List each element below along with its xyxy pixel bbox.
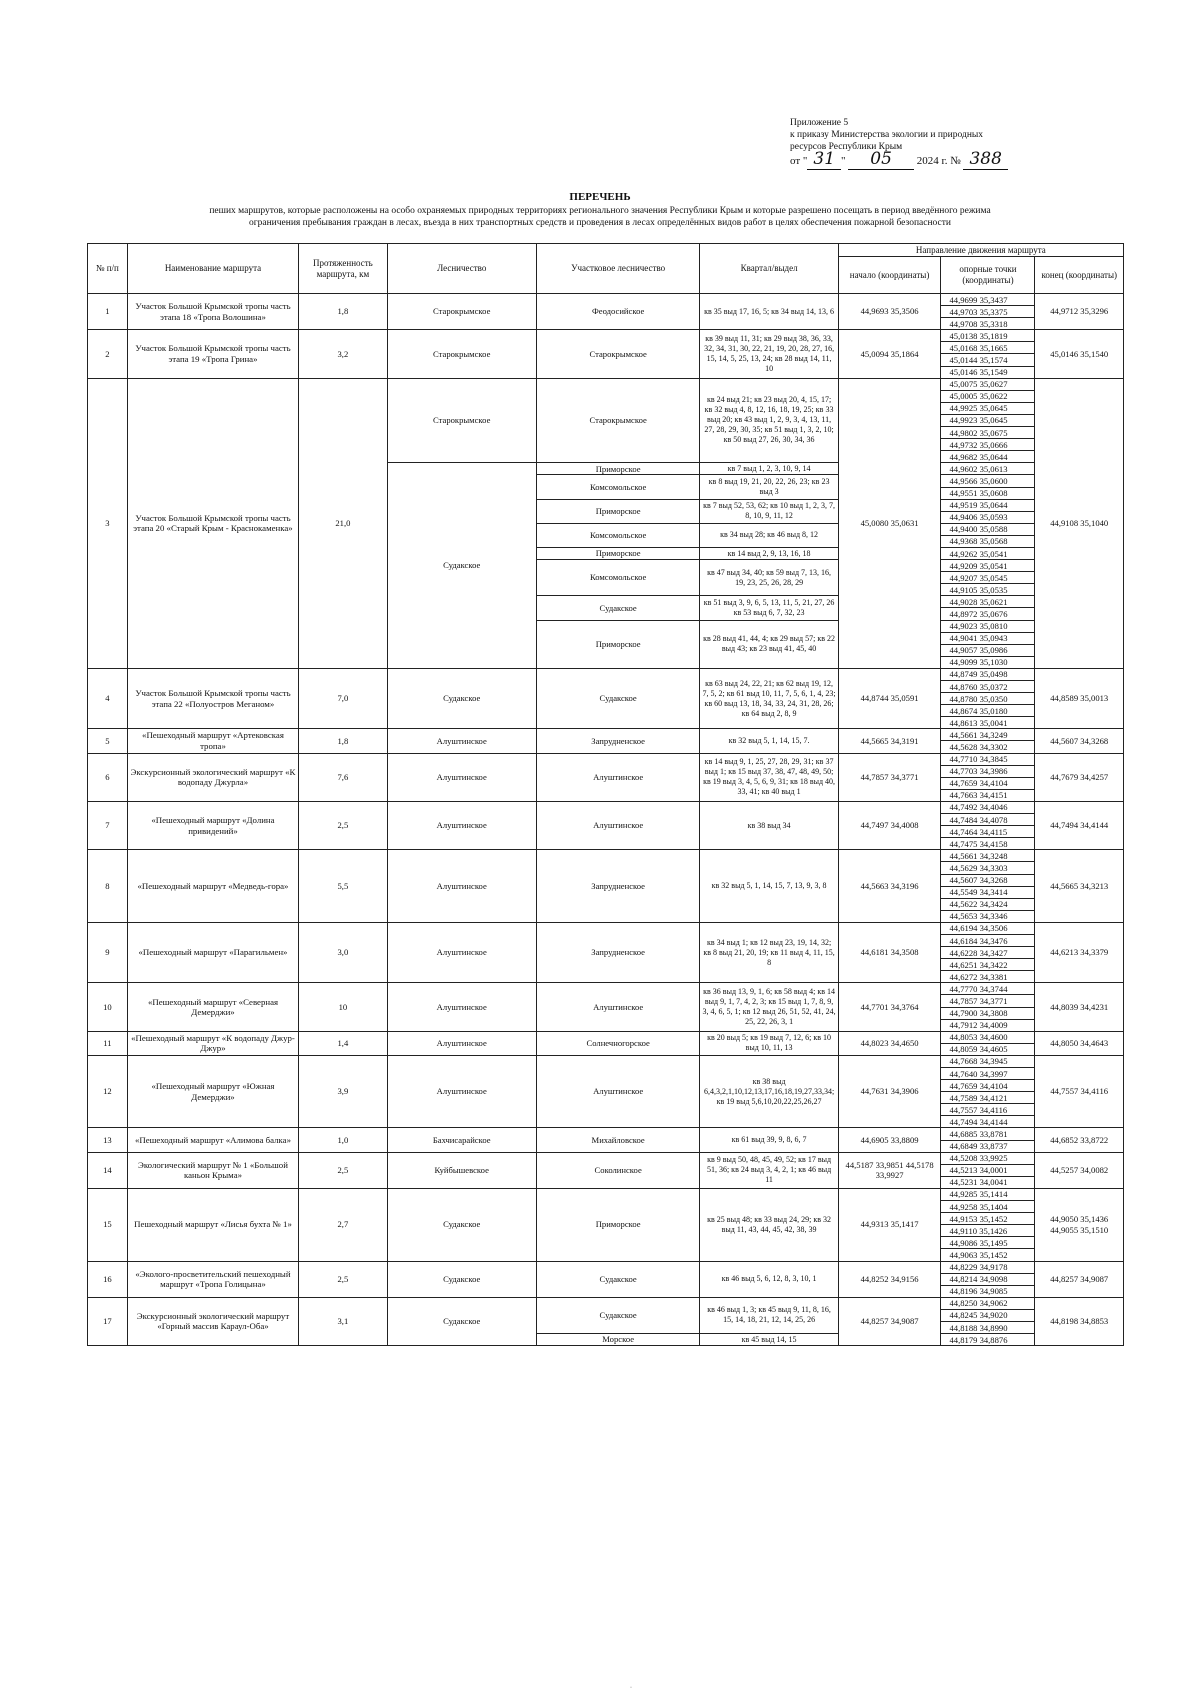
district-cell: Судакское	[536, 596, 700, 620]
forestry-cell: Старокрымское	[387, 330, 536, 378]
quarter-cell: кв 9 выд 50, 48, 45, 49, 52; кв 17 выд 51, 36; кв 24 выд 3, 4, 2, 1; кв 46 выд 11	[700, 1152, 838, 1188]
quarter-cell: кв 14 выд 9, 1, 25, 27, 28, 29, 31; кв 37 выд 1; кв 15 выд 37, 38, 47, 48, 49, 50; кв 19 выд 3, 4, 5, 6, 9, 31; кв 18 выд 40, 33, 41; кв 40 выд 1	[700, 753, 838, 801]
quarter-cell: кв 36 выд 13, 9, 1, 6; кв 58 выд 4; кв 14 выд 9, 1, 7, 4, 2, 3; кв 15 выд 1, 7, 8, 9, 3, 4, 6, 5, 1; кв 12 выд 26, 51, 52, 41, 24, 25, 22, 26, 3, 1	[700, 983, 838, 1031]
waypoint-coordinates: 44,9602 35,0613	[941, 463, 1035, 475]
start-coordinates: 44,6905 33,8809	[838, 1128, 941, 1152]
district-cell: Алуштинское	[536, 1055, 700, 1128]
end-coordinates: 44,8039 34,4231	[1035, 983, 1124, 1031]
route-number: 12	[88, 1055, 128, 1128]
quarter-cell: кв 28 выд 41, 44, 4; кв 29 выд 57; кв 22 выд 43; кв 23 выд 41, 45, 40	[700, 620, 838, 668]
waypoint-coordinates: 44,6251 34,3422	[941, 959, 1035, 971]
quarter-cell: кв 32 выд 5, 1, 14, 15, 7.	[700, 729, 838, 753]
waypoint-coordinates: 44,9923 35,0645	[941, 414, 1035, 426]
district-cell: Судакское	[536, 1261, 700, 1297]
route-number: 13	[88, 1128, 128, 1152]
quarter-cell: кв 35 выд 17, 16, 5; кв 34 выд 14, 13, 6	[700, 294, 838, 330]
district-cell: Судакское	[536, 668, 700, 728]
waypoint-coordinates: 44,7589 34,4121	[941, 1092, 1035, 1104]
route-name: Участок Большой Крымской тропы часть этапа 18 «Тропа Волошина»	[127, 294, 298, 330]
waypoint-coordinates: 44,9057 35,0986	[941, 644, 1035, 656]
route-length: 1,8	[299, 294, 387, 330]
quarter-cell: кв 38 выд 6,4,3,2,1,10,12,13,17,16,18,19,27,33,34; кв 19 выд 5,6,10,20,22,25,26,27	[700, 1055, 838, 1128]
start-coordinates: 44,5187 33,9851 44,5178 33,9927	[838, 1152, 941, 1188]
quarter-cell: кв 34 выд 28; кв 46 выд 8, 12	[700, 523, 838, 547]
waypoint-coordinates: 44,8250 34,9062	[941, 1297, 1035, 1309]
table-row	[88, 1261, 1124, 1273]
col-name: Наименование маршрута	[127, 244, 298, 294]
waypoint-coordinates: 45,0075 35,0627	[941, 378, 1035, 390]
district-cell: Запрудненское	[536, 729, 700, 753]
route-length: 2,7	[299, 1188, 387, 1261]
waypoint-coordinates: 44,8179 34,8876	[941, 1334, 1035, 1346]
waypoint-coordinates: 44,7475 34,4158	[941, 838, 1035, 850]
waypoint-coordinates: 45,0168 35,1665	[941, 342, 1035, 354]
route-number: 1	[88, 294, 128, 330]
route-name: «Эколого-просветительский пешеходный маршрут «Тропа Голицына»	[127, 1261, 298, 1297]
route-number: 8	[88, 850, 128, 923]
table-row	[88, 1152, 1124, 1164]
col-direction: Направление движения маршрута	[838, 244, 1123, 257]
forestry-cell: Алуштинское	[387, 1031, 536, 1055]
date-prefix: от "	[790, 155, 808, 167]
date-year: 2024 г. №	[916, 155, 961, 167]
date-quote: "	[841, 155, 846, 167]
subtitle-line: ограничения пребывания граждан в лесах, въезда в них транспортных средств и проведения в лесах определённых видов работ в целях обеспечения пожарной безопасности	[248, 218, 952, 228]
route-name: «Пешеходный маршрут «Алимова балка»	[127, 1128, 298, 1152]
quarter-cell: кв 25 выд 48; кв 33 выд 24, 29; кв 32 выд 11, 43, 44, 45, 42, 38, 39	[700, 1188, 838, 1261]
waypoint-coordinates: 44,8760 35,0372	[941, 681, 1035, 693]
waypoint-coordinates: 44,7703 34,3986	[941, 765, 1035, 777]
route-name: Экскурсионный экологический маршрут «К водопаду Джурла»	[127, 753, 298, 801]
waypoint-coordinates: 44,7710 34,3845	[941, 753, 1035, 765]
district-cell: Приморское	[536, 1188, 700, 1261]
quarter-cell: кв 51 выд 3, 9, 6, 5, 13, 11, 5, 21, 27, 26 кв 53 выд 6, 7, 32, 23	[700, 596, 838, 620]
route-length: 5,5	[299, 850, 387, 923]
route-number: 2	[88, 330, 128, 378]
waypoint-coordinates: 44,8245 34,9020	[941, 1309, 1035, 1321]
district-cell: Приморское	[536, 547, 700, 559]
route-number: 10	[88, 983, 128, 1031]
forestry-cell: Куйбышевское	[387, 1152, 536, 1188]
district-cell: Приморское	[536, 499, 700, 523]
order-date-line	[790, 149, 1008, 169]
route-name: «Пешеходный маршрут «Долина привидений»	[127, 801, 298, 849]
route-number: 7	[88, 801, 128, 849]
waypoint-coordinates: 44,9028 35,0621	[941, 596, 1035, 608]
waypoint-coordinates: 44,9153 35,1452	[941, 1213, 1035, 1225]
route-number: 15	[88, 1188, 128, 1261]
start-coordinates: 44,6181 34,3508	[838, 922, 941, 982]
route-name: Экологический маршрут № 1 «Большой каньон Крыма»	[127, 1152, 298, 1188]
route-name: «Пешеходный маршрут «Артековская тропа»	[127, 729, 298, 753]
start-coordinates: 44,7497 34,4008	[838, 801, 941, 849]
waypoint-coordinates: 44,9566 35,0600	[941, 475, 1035, 487]
forestry-cell: Бахчисарайское	[387, 1128, 536, 1152]
start-coordinates: 44,7631 34,3906	[838, 1055, 941, 1128]
waypoint-coordinates: 44,9406 35,0593	[941, 511, 1035, 523]
table-row	[88, 729, 1124, 741]
waypoint-coordinates: 44,9207 35,0545	[941, 572, 1035, 584]
waypoint-coordinates: 44,9041 35,0943	[941, 632, 1035, 644]
waypoint-coordinates: 44,9262 35,0541	[941, 547, 1035, 559]
waypoint-coordinates: 44,5607 34,3268	[941, 874, 1035, 886]
start-coordinates: 44,5663 34,3196	[838, 850, 941, 923]
district-cell: Комсомольское	[536, 560, 700, 596]
route-number: 11	[88, 1031, 128, 1055]
col-end: конец (координаты)	[1035, 257, 1124, 294]
waypoint-coordinates: 44,9105 35,0535	[941, 584, 1035, 596]
district-cell: Запрудненское	[536, 850, 700, 923]
quarter-cell: кв 32 выд 5, 1, 14, 15, 7, 13, 9, 3, 8	[700, 850, 838, 923]
quarter-cell: кв 61 выд 39, 9, 8, 6, 7	[700, 1128, 838, 1152]
waypoint-coordinates: 44,6184 34,3476	[941, 934, 1035, 946]
waypoint-coordinates: 44,8214 34,9098	[941, 1273, 1035, 1285]
waypoint-coordinates: 44,7900 34,3808	[941, 1007, 1035, 1019]
waypoint-coordinates: 44,7770 34,3744	[941, 983, 1035, 995]
waypoint-coordinates: 44,8674 35,0180	[941, 705, 1035, 717]
district-cell: Приморское	[536, 620, 700, 668]
start-coordinates: 44,8744 35,0591	[838, 668, 941, 728]
waypoint-coordinates: 44,7464 34,4115	[941, 826, 1035, 838]
waypoint-coordinates: 44,5661 34,3248	[941, 850, 1035, 862]
waypoint-coordinates: 44,8613 35,0041	[941, 717, 1035, 729]
table-row	[88, 330, 1124, 342]
forestry-cell: Судакское	[387, 1261, 536, 1297]
waypoint-coordinates: 44,8196 34,9085	[941, 1285, 1035, 1297]
waypoint-coordinates: 44,7659 34,4104	[941, 777, 1035, 789]
table-row	[88, 850, 1124, 862]
end-coordinates: 44,6213 34,3379	[1035, 922, 1124, 982]
waypoint-coordinates: 44,8059 34,4605	[941, 1043, 1035, 1055]
route-number: 6	[88, 753, 128, 801]
district-cell: Морское	[536, 1334, 700, 1346]
annex-block	[790, 117, 1008, 167]
quarter-cell: кв 14 выд 2, 9, 13, 16, 18	[700, 547, 838, 559]
route-length: 1,4	[299, 1031, 387, 1055]
table-row	[88, 668, 1124, 680]
district-cell: Михайловское	[536, 1128, 700, 1152]
route-number: 3	[88, 378, 128, 668]
waypoint-coordinates: 44,8972 35,0676	[941, 608, 1035, 620]
waypoint-coordinates: 44,5231 34,0041	[941, 1176, 1035, 1188]
route-number: 4	[88, 668, 128, 728]
quarter-cell: кв 38 выд 34	[700, 801, 838, 849]
waypoint-coordinates: 44,9519 35,0644	[941, 499, 1035, 511]
table-row	[88, 378, 1124, 390]
waypoint-coordinates: 44,6272 34,3381	[941, 971, 1035, 983]
waypoint-coordinates: 44,9925 35,0645	[941, 402, 1035, 414]
waypoint-coordinates: 44,6228 34,3427	[941, 947, 1035, 959]
table-row	[88, 1297, 1124, 1309]
waypoint-coordinates: 44,9023 35,0810	[941, 620, 1035, 632]
route-length: 7,0	[299, 668, 387, 728]
route-length: 7,6	[299, 753, 387, 801]
start-coordinates: 45,0080 35,0631	[838, 378, 941, 668]
waypoint-coordinates: 44,7659 34,4104	[941, 1080, 1035, 1092]
route-number: 17	[88, 1297, 128, 1345]
waypoint-coordinates: 45,0146 35,1549	[941, 366, 1035, 378]
district-cell: Судакское	[536, 1297, 700, 1333]
waypoint-coordinates: 45,0144 35,1574	[941, 354, 1035, 366]
end-coordinates: 44,9712 35,3296	[1035, 294, 1124, 330]
start-coordinates: 44,5665 34,3191	[838, 729, 941, 753]
waypoint-coordinates: 44,5629 34,3303	[941, 862, 1035, 874]
waypoint-coordinates: 44,9400 35,0588	[941, 523, 1035, 535]
end-coordinates: 44,6852 33,8722	[1035, 1128, 1124, 1152]
waypoint-coordinates: 44,5622 34,3424	[941, 898, 1035, 910]
end-coordinates: 44,8257 34,9087	[1035, 1261, 1124, 1297]
district-cell: Алуштинское	[536, 983, 700, 1031]
col-start: начало (координаты)	[838, 257, 941, 294]
end-coordinates: 44,7557 34,4116	[1035, 1055, 1124, 1128]
table-row	[88, 983, 1124, 995]
waypoint-coordinates: 44,7492 34,4046	[941, 801, 1035, 813]
quarter-cell: кв 46 выд 1, 3; кв 45 выд 9, 11, 8, 16, 15, 14, 18, 21, 12, 14, 25, 26	[700, 1297, 838, 1333]
page-subtitle	[90, 205, 1110, 229]
col-num: № п/п	[88, 244, 128, 294]
quarter-cell: кв 45 выд 14, 15	[700, 1334, 838, 1346]
waypoint-coordinates: 44,5628 34,3302	[941, 741, 1035, 753]
quarter-cell: кв 46 выд 5, 6, 12, 8, 3, 10, 1	[700, 1261, 838, 1297]
route-length: 2,5	[299, 1152, 387, 1188]
forestry-cell: Судакское	[387, 1297, 536, 1345]
waypoint-coordinates: 44,6194 34,3506	[941, 922, 1035, 934]
start-coordinates: 44,8252 34,9156	[838, 1261, 941, 1297]
col-district: Участковое лесничество	[536, 244, 700, 294]
waypoint-coordinates: 45,0005 35,0622	[941, 390, 1035, 402]
routes-table	[87, 243, 1124, 1346]
quarter-cell: кв 7 выд 52, 53, 62; кв 10 выд 1, 2, 3, 7, 8, 10, 9, 11, 12	[700, 499, 838, 523]
end-coordinates: 44,8589 35,0013	[1035, 668, 1124, 728]
waypoint-coordinates: 44,9258 35,1404	[941, 1201, 1035, 1213]
route-length: 3,2	[299, 330, 387, 378]
quarter-cell: кв 47 выд 34, 40; кв 59 выд 7, 13, 16, 19, 23, 25, 26, 28, 29	[700, 560, 838, 596]
waypoint-coordinates: 44,8780 35,0350	[941, 693, 1035, 705]
route-length: 3,0	[299, 922, 387, 982]
waypoint-coordinates: 44,5208 33,9925	[941, 1152, 1035, 1164]
subtitle-line: пеших маршрутов, которые расположены на особо охраняемых природных территориях регионального значения Республики Крым и которые разрешено посещать в период введённого режима	[209, 206, 991, 216]
waypoint-coordinates: 44,6849 33,8737	[941, 1140, 1035, 1152]
district-cell: Соколинское	[536, 1152, 700, 1188]
start-coordinates: 45,0094 35,1864	[838, 330, 941, 378]
table-row	[88, 1055, 1124, 1067]
route-name: Участок Большой Крымской тропы часть этапа 20 «Старый Крым - Краснокаменка»	[127, 378, 298, 668]
waypoint-coordinates: 44,9285 35,1414	[941, 1188, 1035, 1200]
district-cell: Запрудненское	[536, 922, 700, 982]
waypoint-coordinates: 44,9802 35,0675	[941, 427, 1035, 439]
page-title: ПЕРЕЧЕНЬ	[569, 191, 631, 203]
waypoint-coordinates: 44,5213 34,0001	[941, 1164, 1035, 1176]
waypoint-coordinates: 44,9682 35,0644	[941, 451, 1035, 463]
start-coordinates: 44,8023 34,4650	[838, 1031, 941, 1055]
quarter-cell: кв 7 выд 1, 2, 3, 10, 9, 14	[700, 463, 838, 475]
page-mark: ·	[630, 1685, 632, 1691]
quarter-cell: кв 8 выд 19, 21, 20, 22, 26, 23; кв 23 выд 3	[700, 475, 838, 499]
forestry-cell: Старокрымское	[387, 294, 536, 330]
waypoint-coordinates: 44,9110 35,1426	[941, 1225, 1035, 1237]
district-cell: Солнечногорское	[536, 1031, 700, 1055]
route-name: «Пешеходный маршрут «Парагильмен»	[127, 922, 298, 982]
waypoint-coordinates: 44,9703 35,3375	[941, 306, 1035, 318]
district-cell: Комсомольское	[536, 523, 700, 547]
district-cell: Старокрымское	[536, 330, 700, 378]
order-number: 388	[963, 149, 1007, 170]
waypoint-coordinates: 44,8749 35,0498	[941, 668, 1035, 680]
waypoint-coordinates: 44,5653 34,3346	[941, 910, 1035, 922]
routes-body	[88, 294, 1124, 1346]
route-length: 3,9	[299, 1055, 387, 1128]
end-coordinates: 45,0146 35,1540	[1035, 330, 1124, 378]
district-cell: Приморское	[536, 463, 700, 475]
waypoint-coordinates: 44,7494 34,4144	[941, 1116, 1035, 1128]
district-cell: Алуштинское	[536, 801, 700, 849]
waypoint-coordinates: 44,9368 35,0568	[941, 535, 1035, 547]
forestry-cell: Алуштинское	[387, 729, 536, 753]
route-number: 9	[88, 922, 128, 982]
table-row	[88, 1031, 1124, 1043]
end-coordinates: 44,7679 34,4257	[1035, 753, 1124, 801]
route-name: Экскурсионный экологический маршрут «Горный массив Караул-Оба»	[127, 1297, 298, 1345]
route-length: 2,5	[299, 801, 387, 849]
route-name: Участок Большой Крымской тропы часть этапа 19 «Тропа Грина»	[127, 330, 298, 378]
forestry-cell: Судакское	[387, 1188, 536, 1261]
start-coordinates: 44,9313 35,1417	[838, 1188, 941, 1261]
quarter-cell: кв 34 выд 1; кв 12 выд 23, 19, 14, 32; кв 8 выд 21, 20, 19; кв 11 выд 4, 11, 15, 8	[700, 922, 838, 982]
district-cell: Старокрымское	[536, 378, 700, 463]
forestry-cell: Судакское	[387, 668, 536, 728]
col-length: Протяженность маршрута, км	[299, 244, 387, 294]
route-length: 21,0	[299, 378, 387, 668]
waypoint-coordinates: 44,9099 35,1030	[941, 656, 1035, 668]
end-coordinates: 44,8050 34,4643	[1035, 1031, 1124, 1055]
route-number: 16	[88, 1261, 128, 1297]
end-coordinates: 44,8198 34,8853	[1035, 1297, 1124, 1345]
waypoint-coordinates: 44,9063 35,1452	[941, 1249, 1035, 1261]
table-row	[88, 1188, 1124, 1200]
annex-line: ресурсов Республики Крым	[790, 142, 903, 152]
forestry-cell: Алуштинское	[387, 850, 536, 923]
start-coordinates: 44,7857 34,3771	[838, 753, 941, 801]
col-forestry: Лесничество	[387, 244, 536, 294]
waypoint-coordinates: 44,5549 34,3414	[941, 886, 1035, 898]
waypoint-coordinates: 44,9086 35,1495	[941, 1237, 1035, 1249]
route-name: «Пешеходный маршрут «Южная Демерджи»	[127, 1055, 298, 1128]
table-row	[88, 1128, 1124, 1140]
forestry-cell: Алуштинское	[387, 1055, 536, 1128]
route-name: Участок Большой Крымской тропы часть этапа 22 «Полуостров Меганом»	[127, 668, 298, 728]
waypoint-coordinates: 44,7668 34,3945	[941, 1055, 1035, 1067]
quarter-cell: кв 24 выд 21; кв 23 выд 20, 4, 15, 17; кв 32 выд 4, 8, 12, 16, 18, 19, 25; кв 33 выд 20; кв 43 выд 1, 2, 9, 3, 4, 13, 11, 27, 28, 29, 30, 35; кв 51 выд 1, 3, 2, 10; кв 50 выд 27, 26, 30, 34, 36	[700, 378, 838, 463]
annex-line: к приказу Министерства экологии и природных	[790, 130, 984, 140]
waypoint-coordinates: 44,8229 34,9178	[941, 1261, 1035, 1273]
quarter-cell: кв 39 выд 11, 31; кв 29 выд 38, 36, 33, 32, 34, 31, 30, 22, 21, 19, 20, 28, 27, 16, 15, 14, 5, 25, 13, 24; кв 28 выд 14, 11, 10	[700, 330, 838, 378]
date-day: 31	[807, 149, 841, 170]
forestry-cell: Алуштинское	[387, 983, 536, 1031]
route-name: «Пешеходный маршрут «К водопаду Джур-Джур»	[127, 1031, 298, 1055]
date-month: 05	[848, 149, 914, 170]
waypoint-coordinates: 44,8188 34,8990	[941, 1321, 1035, 1333]
table-row	[88, 753, 1124, 765]
forestry-cell: Алуштинское	[387, 753, 536, 801]
end-coordinates: 44,9108 35,1040	[1035, 378, 1124, 668]
forestry-cell: Старокрымское	[387, 378, 536, 463]
forestry-cell: Алуштинское	[387, 801, 536, 849]
route-length: 3,1	[299, 1297, 387, 1345]
waypoint-coordinates: 44,5661 34,3249	[941, 729, 1035, 741]
waypoint-coordinates: 44,7557 34,4116	[941, 1104, 1035, 1116]
route-name: Пешеходный маршрут «Лисья бухта № 1»	[127, 1188, 298, 1261]
end-coordinates: 44,5607 34,3268	[1035, 729, 1124, 753]
route-number: 5	[88, 729, 128, 753]
route-name: «Пешеходный маршрут «Медведь-гора»	[127, 850, 298, 923]
start-coordinates: 44,9693 35,3506	[838, 294, 941, 330]
col-quarter: Квартал/выдел	[700, 244, 838, 294]
waypoint-coordinates: 44,9209 35,0541	[941, 560, 1035, 572]
end-coordinates: 44,9050 35,1436 44,9055 35,1510	[1035, 1188, 1124, 1261]
district-cell: Комсомольское	[536, 475, 700, 499]
route-name: «Пешеходный маршрут «Северная Демерджи»	[127, 983, 298, 1031]
route-length: 10	[299, 983, 387, 1031]
annex-line: Приложение 5	[790, 118, 849, 128]
route-length: 1,0	[299, 1128, 387, 1152]
end-coordinates: 44,5257 34,0082	[1035, 1152, 1124, 1188]
waypoint-coordinates: 44,7640 34,3997	[941, 1068, 1035, 1080]
waypoint-coordinates: 44,9699 35,3437	[941, 294, 1035, 306]
waypoint-coordinates: 45,0138 35,1819	[941, 330, 1035, 342]
waypoint-coordinates: 44,7912 34,4009	[941, 1019, 1035, 1031]
waypoint-coordinates: 44,9732 35,0666	[941, 439, 1035, 451]
forestry-cell: Судакское	[387, 463, 536, 669]
district-cell: Феодосийское	[536, 294, 700, 330]
waypoint-coordinates: 44,8053 34,4600	[941, 1031, 1035, 1043]
waypoint-coordinates: 44,9551 35,0608	[941, 487, 1035, 499]
route-number: 14	[88, 1152, 128, 1188]
table-row	[88, 294, 1124, 306]
quarter-cell: кв 20 выд 5; кв 19 выд 7, 12, 6; кв 10 выд 10, 11, 13	[700, 1031, 838, 1055]
forestry-cell: Алуштинское	[387, 922, 536, 982]
route-length: 1,8	[299, 729, 387, 753]
start-coordinates: 44,7701 34,3764	[838, 983, 941, 1031]
end-coordinates: 44,5665 34,3213	[1035, 850, 1124, 923]
waypoint-coordinates: 44,7484 34,4078	[941, 814, 1035, 826]
col-points: опорные точки (координаты)	[941, 257, 1035, 294]
table-row	[88, 801, 1124, 813]
quarter-cell: кв 63 выд 24, 22, 21; кв 62 выд 19, 12, 7, 5, 2; кв 61 выд 10, 11, 7, 5, 6, 1, 4, 23; кв 60 выд 13, 18, 34, 33, 24, 31, 28, 26; кв 64 выд 2, 8, 9	[700, 668, 838, 728]
start-coordinates: 44,8257 34,9087	[838, 1297, 941, 1345]
end-coordinates: 44,7494 34,4144	[1035, 801, 1124, 849]
waypoint-coordinates: 44,7663 34,4151	[941, 789, 1035, 801]
waypoint-coordinates: 44,7857 34,3771	[941, 995, 1035, 1007]
waypoint-coordinates: 44,9708 35,3318	[941, 318, 1035, 330]
table-row	[88, 922, 1124, 934]
route-length: 2,5	[299, 1261, 387, 1297]
district-cell: Алуштинское	[536, 753, 700, 801]
waypoint-coordinates: 44,6885 33,8781	[941, 1128, 1035, 1140]
